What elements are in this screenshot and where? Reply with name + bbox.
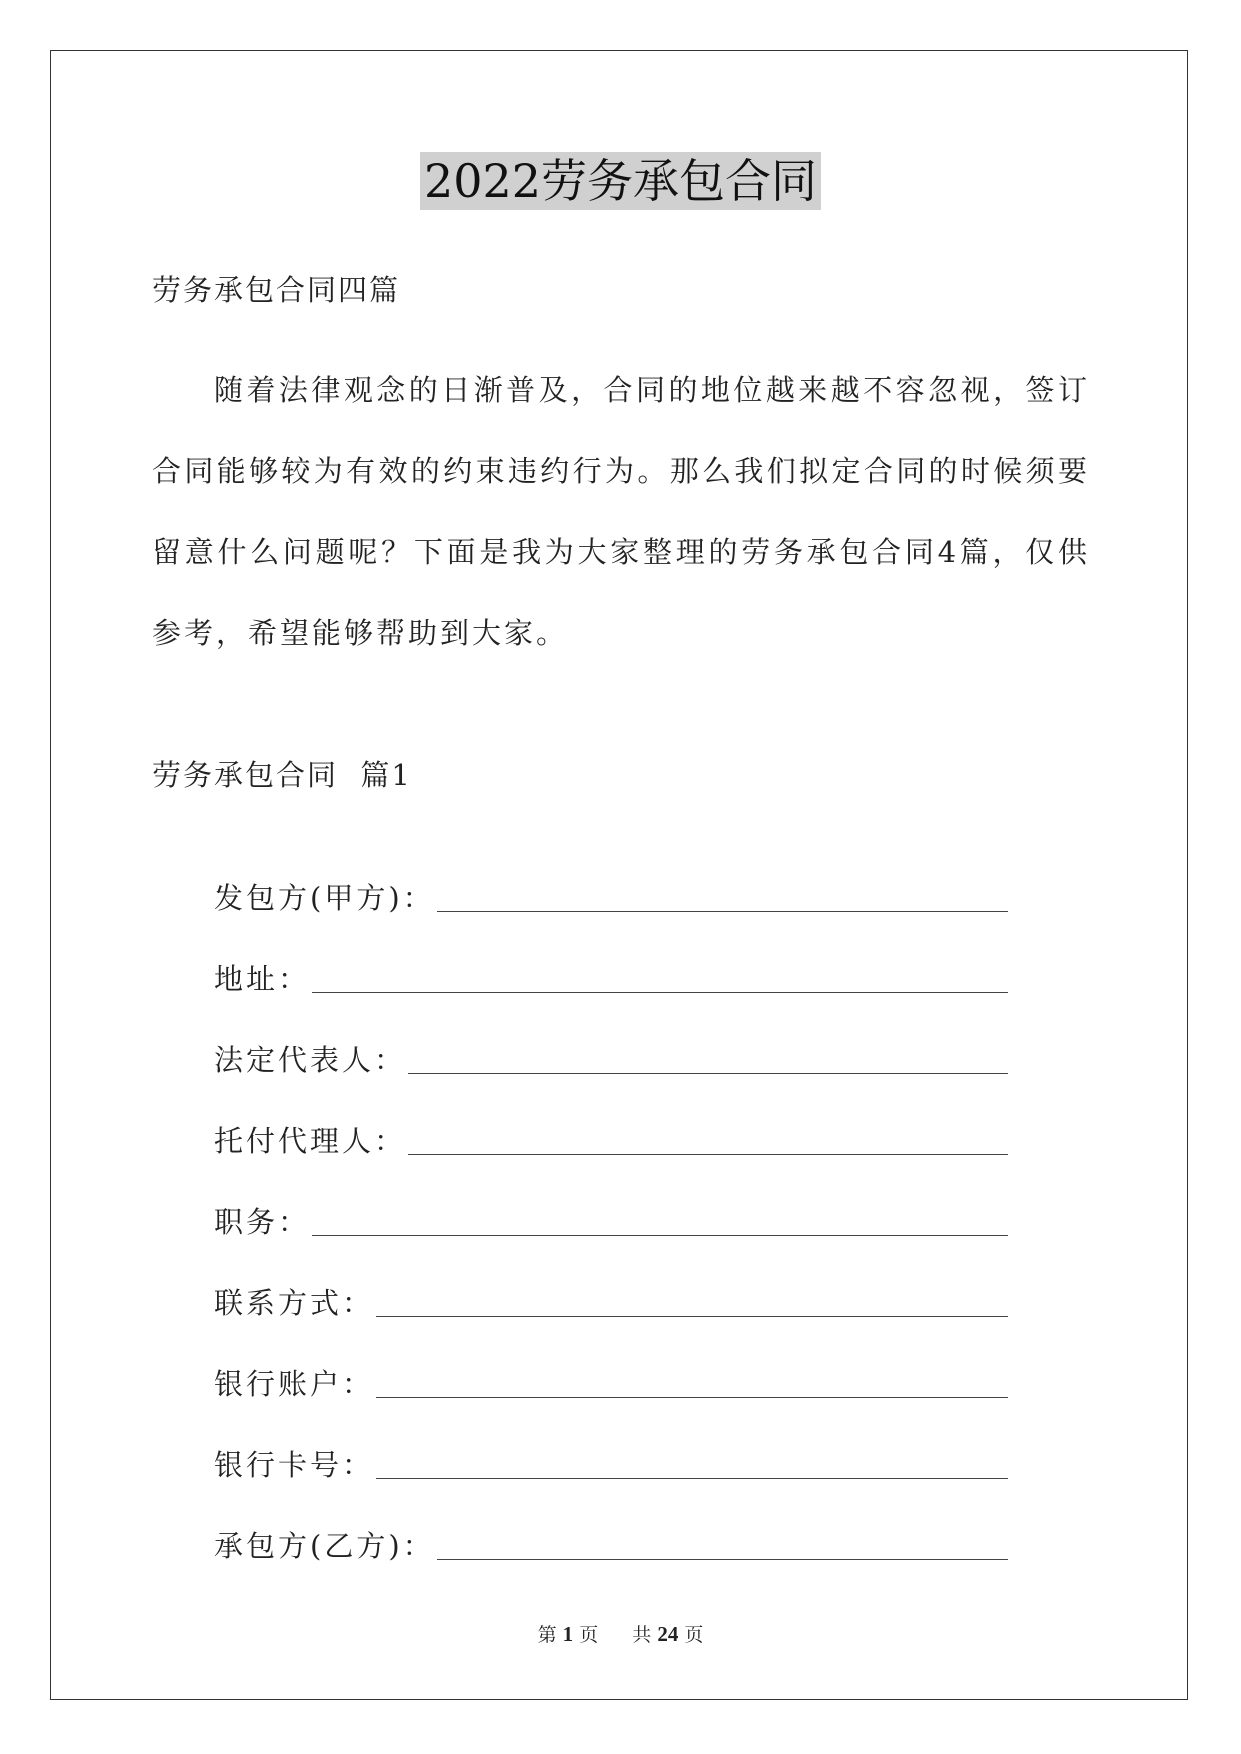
- field-blank-line[interactable]: [376, 1478, 1008, 1479]
- field-label: 发包方(甲方)：: [214, 881, 435, 915]
- field-blank-line[interactable]: [408, 1073, 1008, 1074]
- total-prefix: 共: [632, 1624, 652, 1646]
- field-label: 职务：: [214, 1205, 311, 1239]
- section-heading: 劳务承包合同 篇1: [152, 758, 412, 792]
- field-row-party-a: [214, 837, 1008, 918]
- field-blank-line[interactable]: [408, 1154, 1008, 1155]
- document-title: 2022劳务承包合同: [420, 152, 821, 210]
- field-label: 法定代表人：: [214, 1043, 407, 1077]
- document-subtitle: 劳务承包合同四篇: [152, 273, 401, 307]
- field-label: 联系方式：: [214, 1286, 375, 1320]
- field-row-legal-rep: [214, 999, 1008, 1080]
- contract-fields: [214, 837, 1008, 1566]
- field-row-agent: [214, 1080, 1008, 1161]
- field-row-address: [214, 918, 1008, 999]
- field-row-contact: [214, 1242, 1008, 1323]
- field-label: 地址：: [214, 962, 311, 996]
- field-label: 托付代理人：: [214, 1124, 407, 1158]
- field-row-party-b: [214, 1485, 1008, 1566]
- total-pages: 24: [657, 1622, 679, 1646]
- total-suffix: 页: [684, 1624, 704, 1646]
- intro-paragraph: 随着法律观念的日渐普及，合同的地位越来越不容忽视，签订合同能够较为有效的约束违约行为。那么我们拟定合同的时候须要留意什么问题呢？下面是我为大家整理的劳务承包合同4篇，仅供参考，希望能够帮助到大家。: [152, 373, 1090, 650]
- field-blank-line[interactable]: [437, 1559, 1008, 1560]
- field-label: 银行账户：: [214, 1367, 375, 1401]
- field-blank-line[interactable]: [437, 911, 1008, 912]
- page-suffix: 页: [579, 1624, 599, 1646]
- field-row-position: [214, 1161, 1008, 1242]
- field-blank-line[interactable]: [312, 1235, 1008, 1236]
- field-label: 承包方(乙方)：: [214, 1529, 435, 1563]
- field-row-card-number: [214, 1404, 1008, 1485]
- field-label: 银行卡号：: [214, 1448, 375, 1482]
- page-prefix: 第: [537, 1624, 557, 1646]
- field-row-bank-account: [214, 1323, 1008, 1404]
- field-blank-line[interactable]: [312, 992, 1008, 993]
- page-footer: [0, 1620, 1241, 1647]
- page-number: 1: [562, 1622, 574, 1646]
- field-blank-line[interactable]: [376, 1316, 1008, 1317]
- title-container: [0, 152, 1241, 210]
- field-blank-line[interactable]: [376, 1397, 1008, 1398]
